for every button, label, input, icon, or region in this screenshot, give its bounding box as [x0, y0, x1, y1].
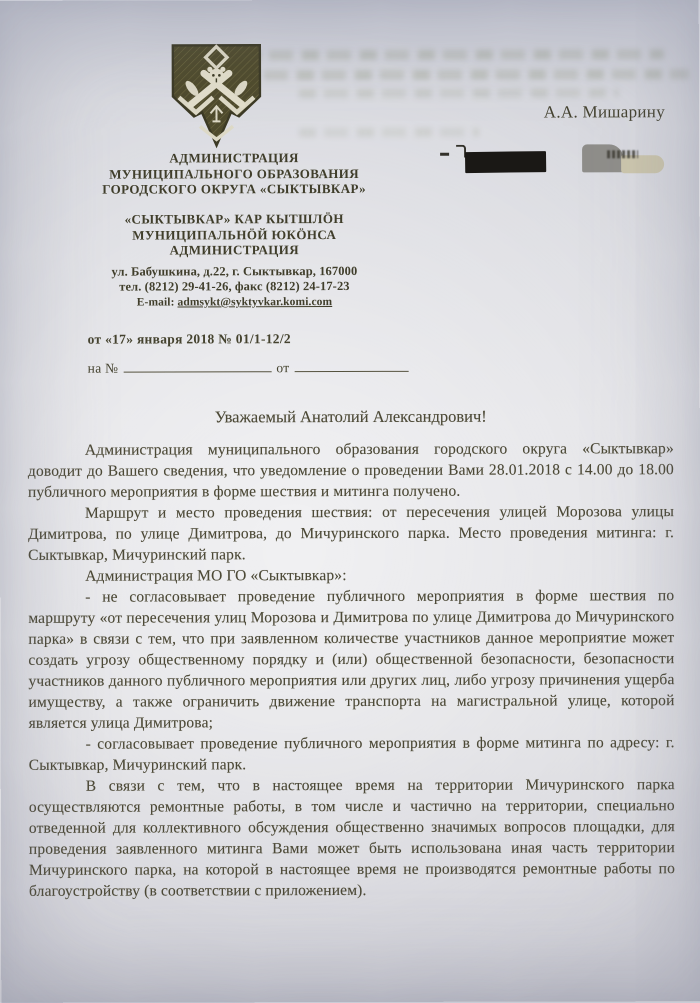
redaction-illegible-text — [607, 150, 638, 158]
bleed-through-line — [244, 49, 664, 60]
email-address: admsykt@syktyvkar.komi.com — [177, 296, 333, 309]
reply-infix: от — [276, 360, 290, 376]
contact-block — [54, 264, 414, 311]
redaction-block-black — [465, 151, 546, 173]
paragraph: Маршрут и место проведения шествия: от пересечения улицей Морозова улицы Димитрова, по улице Димитрова, до Мичуринского парка. Место проведения митинга: г. Сыктывкар, Мичуринский парк. — [28, 503, 675, 564]
bleed-through-line — [239, 69, 689, 80]
salutation: Уважаемый Анатолий Александрович! — [214, 406, 487, 427]
redaction-block-gray — [582, 144, 623, 172]
paragraph: - согласовывает проведение публичного мероприятия в форме митинга по адресу: г. Сыктывкар, Мичуринский парк. — [28, 734, 675, 774]
reply-prefix: на № — [87, 360, 119, 376]
contact-phone: тел. (8212) 29-41-26, факс (8212) 24-17-23 — [119, 279, 350, 294]
org-name-line: АДМИНИСТРАЦИЯ — [169, 242, 300, 258]
org-name-line: АДМИНИСТРАЦИЯ — [169, 150, 299, 166]
addressee-name: А.А. Мишарину — [543, 102, 666, 122]
outgoing-number-line: от «17» января 2018 № 01/1-12/2 — [87, 331, 291, 347]
paragraph: Администрация муниципального образования городского округа «Сыктывкар» доводит до Вашего сведения, что уведомление о проведении Вами 28.01.2018 с 14.00 до 18.00 публичного мероприятия в форме шествия и митинга получено. — [27, 440, 674, 501]
org-name-line: ГОРОДСКОГО ОКРУГА «СЫКТЫВКАР» — [102, 180, 367, 197]
paragraph: В связи с тем, что в настоящее время на территории Мичуринского парка осуществляются ремонтные работы, в том числе и частично на территории, специально отведенной для коллективного обсуждения общественно значимых вопросов площадки, для проведения заявленного митинга Вами может быть использована иная часть территории Мичуринского парка, на которой в настоящее время не производятся ремонтные работы по благоустройству (в соответствии с приложением). — [28, 776, 675, 900]
reply-number-line — [88, 359, 414, 377]
paragraph: Администрация МО ГО «Сыктывкар»: — [85, 567, 347, 585]
bleed-through-line — [299, 128, 479, 137]
blank-underline — [123, 359, 271, 372]
letter-body — [28, 406, 675, 902]
org-name-komi — [54, 211, 414, 258]
paragraph: - не согласовывает проведение публичного мероприятия в форме шествия по маршруту «от пересечения улиц Морозова и Димитрова по улице Димитрова до Мичуринского парка» в связи с тем, что при заявленном количестве участников данное мероприятие может создать угрозу общественному порядку и (или) общественной безопасности, безопасности участников данного публичного мероприятия или других лиц, либо угрозу причинения ущерба имуществу, а также ограничить движение транспорта на магистральной улице, которой является улица Димитрова; — [28, 587, 675, 732]
blank-underline — [294, 359, 408, 372]
redaction-fragment — [440, 153, 449, 156]
org-name-russian — [54, 150, 414, 197]
contact-email-line — [54, 295, 414, 311]
contact-address: ул. Бабушкина, д.22, г. Сыктывкар, 167000 — [111, 263, 358, 279]
org-name-line: МУНИЦИПАЛЬНÖЙ ЮКÖНСА — [132, 226, 337, 243]
org-name-line: МУНИЦИПАЛЬНОГО ОБРАЗОВАНИЯ — [109, 165, 360, 182]
syktyvkar-coat-of-arms-icon — [169, 42, 264, 148]
bleed-through-line — [299, 88, 619, 98]
org-name-line: «СЫКТЫВКАР» КАР КЫТШЛÖН — [124, 211, 344, 227]
email-label: E-mail: — [136, 296, 175, 309]
